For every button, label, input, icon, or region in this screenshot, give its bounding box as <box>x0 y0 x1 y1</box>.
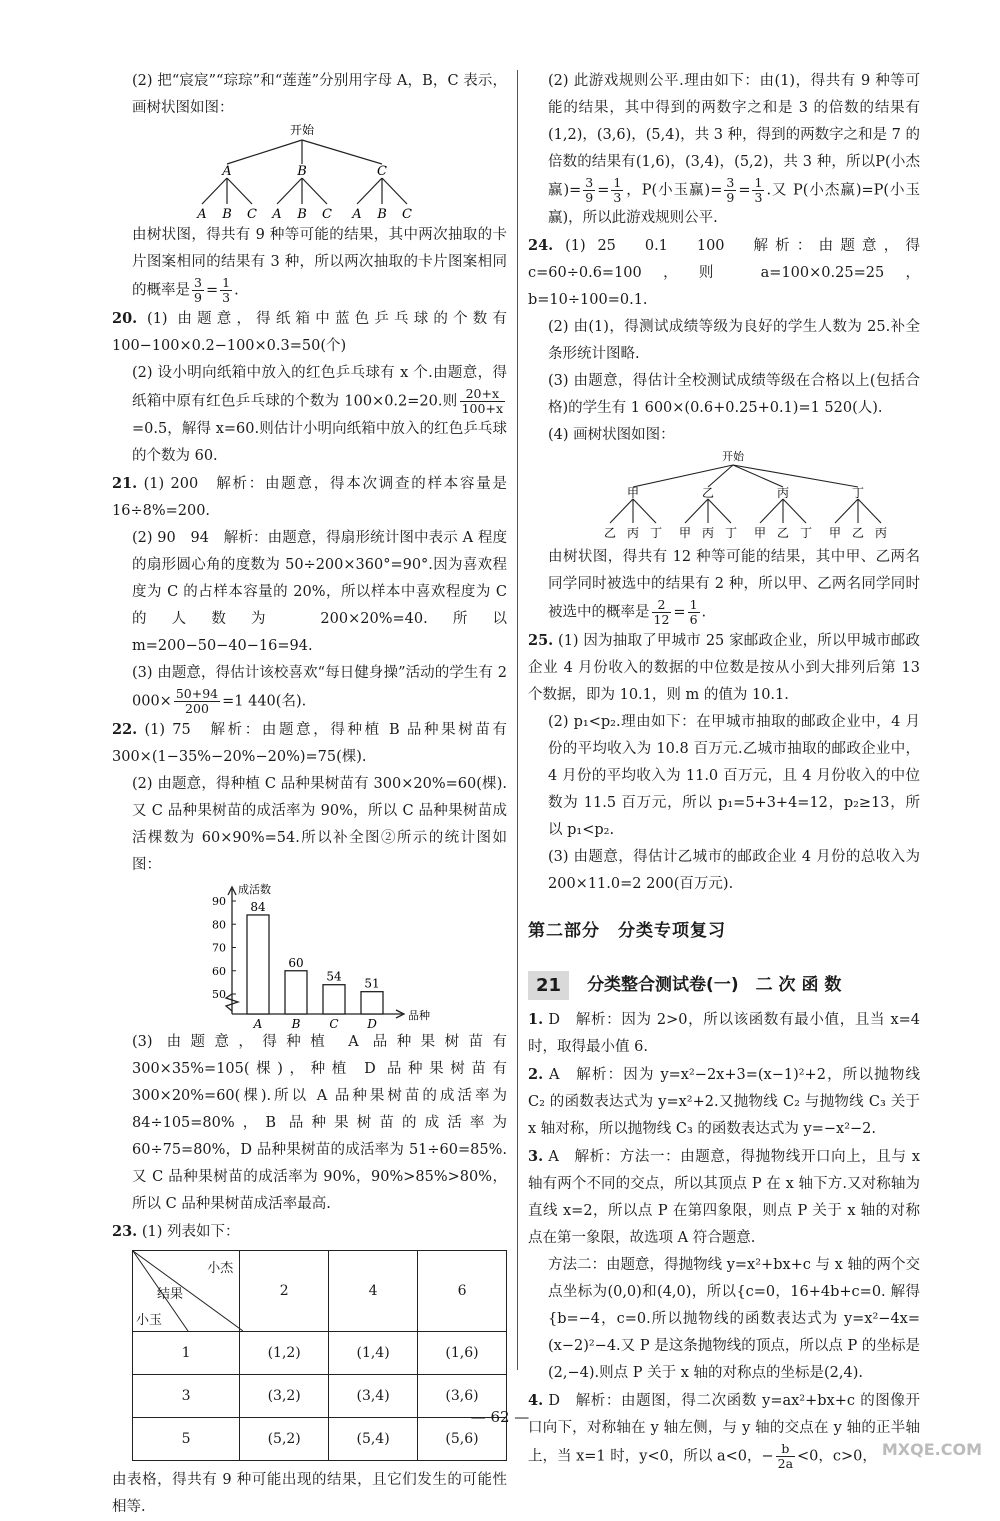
table-cell: (1,2) <box>240 1332 329 1375</box>
q20-text: (2) 设小明向纸箱中放入的红色乒乓球有 x 个.由题意，得纸箱中原有红色乒乓球的个数为 100×0.2=20.则 <box>132 365 507 410</box>
y-tick-label: 80 <box>212 918 226 932</box>
tree2-leaf: 丙 <box>874 526 888 540</box>
question-25 <box>528 627 920 898</box>
table-cell: (5,6) <box>418 1418 507 1461</box>
table-row-header: 1 <box>133 1332 240 1375</box>
q19-text: 由树状图，得共有 9 种等可能的结果，其中两次抽取的卡片图案相同的结果有 3 种，所以两次抽取的卡片图案相同的概率是 <box>132 227 507 299</box>
answer-text: A 解析：方法一：由题意，得抛物线开口向上，且与 x 轴有两个不同的交点，所以其顶点 P 在 x 轴下方.又对称轴为直线 x=2，所以点 P 在第四象限，则点 P 关于 x 轴的对称点在第一象限，故选项 A 符合题意. <box>528 1149 921 1246</box>
fraction <box>460 387 505 416</box>
tree1-leaf: C <box>322 207 332 222</box>
q19-part2: (2) 把“宸宸”“琮琮”和“莲莲”分别用字母 A，B，C 表示，画树状图如图： <box>132 73 507 116</box>
y-tick-label: 60 <box>212 964 226 978</box>
tree1-node: B <box>297 164 307 179</box>
q24-part1 <box>528 232 920 314</box>
question-number: 24. <box>528 237 554 254</box>
numerator: 1 <box>222 275 231 290</box>
left-column <box>112 68 507 1521</box>
corner-top-label: 小杰 <box>207 1261 234 1276</box>
tree-diagram-1 <box>142 122 537 222</box>
y-axis-label: 成活数 <box>238 883 271 896</box>
q25-text: (1) 因为抽取了甲城市 25 家邮政企业，所以甲城市邮政企业 4 月份收入的数据的中位数是按从小到大排列后第 13 个数据，即为 10.1，则 m 的值为 10.1. <box>528 633 920 703</box>
answer-3 <box>528 1143 920 1252</box>
denominator: 9 <box>194 290 202 305</box>
corner-bottom-label: 小玉 <box>136 1313 163 1328</box>
table-row-header: 3 <box>133 1375 240 1418</box>
question-number: 2. <box>528 1066 544 1083</box>
tree2-leaf: 丙 <box>626 526 640 540</box>
table-corner <box>133 1251 240 1332</box>
question-number: 25. <box>528 632 554 649</box>
denominator: 3 <box>613 190 622 205</box>
question-21 <box>112 470 507 716</box>
bar-value-label: 51 <box>364 976 380 991</box>
tree1-leaf: C <box>247 207 257 222</box>
q20-text: (1) 由题意，得纸箱中蓝色乒乓球的个数有 100−100×0.2−100×0.3=50(个) <box>112 311 507 354</box>
y-tick-label: 50 <box>212 988 226 1001</box>
q23-tail: 由表格，得共有 9 种可能出现的结果，且它们发生的可能性相等. <box>112 1472 507 1515</box>
table-row <box>133 1332 507 1375</box>
q21-text: =1 440(名). <box>222 693 307 710</box>
numerator: 20+x <box>460 387 505 402</box>
tree2-leaf: 丁 <box>799 526 813 540</box>
results-table <box>132 1250 507 1461</box>
q19-part3 <box>112 222 507 305</box>
question-number: 4. <box>528 1392 544 1409</box>
table-cell: (1,4) <box>329 1332 418 1375</box>
question-number: 22. <box>112 721 138 738</box>
q20-part1 <box>112 305 507 360</box>
question-number: 20. <box>112 310 138 327</box>
q20-part2 <box>112 360 507 470</box>
denominator: 3 <box>222 290 231 305</box>
prob-text: .又 P(小杰赢)=P(小玉赢)，所以此游戏规则公平. <box>548 182 920 226</box>
bar <box>323 985 345 1014</box>
fraction <box>724 176 736 205</box>
tree2-leaf: 乙 <box>603 526 617 540</box>
unit-title: 分类整合测试卷(一) 二 次 函 数 <box>587 975 842 995</box>
answer-text: <0，c>0， <box>797 1448 877 1465</box>
numerator: 3 <box>726 175 735 190</box>
answer-4 <box>528 1387 920 1471</box>
bar-value-label: 60 <box>288 955 304 970</box>
tree2-leaf: 丙 <box>701 526 715 540</box>
tree2-leaf: 乙 <box>776 526 790 540</box>
question-number: 3. <box>528 1148 544 1165</box>
tree1-leaf: A <box>272 207 282 222</box>
q23-text: (1) 列表如下： <box>141 1224 240 1240</box>
q22-part1 <box>112 716 507 771</box>
table-row-header: 5 <box>133 1418 240 1461</box>
question-23 <box>112 1218 507 1521</box>
numerator: 1 <box>754 175 763 190</box>
answer-text: D 解析：因为 2>0，所以该函数有最小值，且当 x=4 时，取得最小值 6. <box>528 1012 920 1055</box>
denominator: 9 <box>585 190 594 205</box>
tree1-leaf: C <box>402 207 412 222</box>
tree1-leaf: B <box>377 207 387 222</box>
page-number: — 62 — <box>470 1408 530 1426</box>
tree2-leaf: 甲 <box>753 526 767 540</box>
fraction <box>752 176 764 205</box>
question-number: 23. <box>112 1223 138 1240</box>
bar-value-label: 54 <box>326 969 342 984</box>
tree2-node: 丙 <box>776 486 790 500</box>
x-tick-label: C <box>329 1017 339 1029</box>
tree1-node: C <box>377 164 387 179</box>
period: . <box>701 604 707 621</box>
fraction <box>611 176 623 205</box>
q24-part2: (2) 由(1)，得测试成绩等级为良好的学生人数为 25.补全条形统计图略. <box>548 319 920 362</box>
question-22 <box>112 716 507 1218</box>
denominator: 12 <box>653 612 670 627</box>
q24-part3: (3) 由题意，得估计全校测试成绩等级在合格以上(包括合格)的学生有 1 600×(0.6+0.25+0.1)=1 520(人). <box>548 373 920 416</box>
tree1-root: 开始 <box>289 123 315 137</box>
fraction <box>652 598 672 627</box>
denominator: 9 <box>726 190 735 205</box>
y-tick-label: 70 <box>212 941 226 955</box>
tree2-leaf: 丁 <box>724 526 738 540</box>
x-tick-label: B <box>291 1017 301 1029</box>
tree1-leaf: A <box>352 207 362 222</box>
q22-text: (1) 75 解析：由题意，得种植 B 品种果树苗有 300×(1−35%−20%−20%)=75(棵). <box>112 722 508 765</box>
tree-diagram-2 <box>528 449 920 544</box>
question-number: 1. <box>528 1011 544 1028</box>
tree1-leaf: B <box>297 207 307 222</box>
table-header-row <box>133 1251 507 1332</box>
fraction <box>776 1442 795 1471</box>
tree2-root: 开始 <box>722 450 744 463</box>
q24-text: 由树状图，得共有 12 种等可能的结果，其中甲、乙两名同学同时被选中的结果有 2 种，所以甲、乙两名同学同时被选中的概率是 <box>548 549 920 621</box>
tree2-node: 丁 <box>851 486 865 500</box>
numerator: 3 <box>585 175 594 190</box>
table-cell: (5,4) <box>329 1418 418 1461</box>
watermark: MXQE.COM <box>881 1440 982 1459</box>
tree1-node: A <box>222 164 232 179</box>
tree1-leaf: A <box>197 207 207 222</box>
tree2-leaf: 丁 <box>649 526 663 540</box>
equals: = <box>205 282 219 299</box>
question-20 <box>112 305 507 470</box>
table-cell: (1,6) <box>418 1332 507 1375</box>
x-tick-label: A <box>253 1017 263 1029</box>
fraction <box>583 176 595 205</box>
q23-part1 <box>112 1218 507 1246</box>
period: . <box>234 282 239 299</box>
question-24 <box>528 232 920 627</box>
right-column <box>528 68 920 1471</box>
unit-heading <box>528 971 920 1000</box>
numerator: 2 <box>652 598 672 613</box>
unit-number: 21 <box>528 971 569 1000</box>
q24-part4: (4) 画树状图如图： <box>548 427 675 443</box>
bar <box>247 915 269 1014</box>
table-col-header: 6 <box>418 1251 507 1332</box>
q21-part1 <box>112 470 507 525</box>
q21-part2: (2) 90 94 解析：由题意，得扇形统计图中表示 A 程度的扇形圆心角的度数为 50÷200×360°=90°.因为喜欢程度为 C 的占样本容量的 20%，所以样本中喜欢程度为 C 的人数为 200×20%=40.所以 m=200−50−40−16=94. <box>132 530 507 654</box>
q21-text: (3) 由题意，得估计该校喜欢“每日健身操”活动的学生有 2 000× <box>132 665 507 710</box>
table-cell: (5,2) <box>240 1418 329 1461</box>
numerator: 50+94 <box>175 686 219 701</box>
denominator: 3 <box>754 190 763 205</box>
table-col-header: 2 <box>240 1251 329 1332</box>
numerator: b <box>776 1442 795 1457</box>
q22-part2: (2) 由题意，得种植 C 品种果树苗有 300×20%=60(棵).又 C 品种果树苗的成活率为 90%，所以 C 品种果树苗成活棵数为 60×90%=54.所以补全图②所示的统计图如图： <box>132 776 507 873</box>
fraction <box>174 687 220 716</box>
denominator: 200 <box>185 701 209 716</box>
prob-text: P(小杰赢)= <box>548 154 920 199</box>
q23-part2: (2) 此游戏规则公平.理由如下：由(1)，得共有 9 种等可能的结果，其中得到的两数字之和是 3 的倍数的结果有(1,2)，(3,6)，(5,4)，共 3 种，得到的两数字之和是 7 的倍数的结果有(1,6)，(3,4)，(5,2)，共 3 种，所以P(小杰赢)= $\frac{3}{9}$ = $\frac{1}{3}$ ，P(小玉赢)= $\frac{3}{9}$ = $\frac{1}{3}$ .又 P(小杰赢)=P(小玉赢)，所以此游戏规则公平. <box>548 73 921 226</box>
q25-part3: (3) 由题意，得估计乙城市的邮政企业 4 月份的总收入为 200×11.0=2 200(百万元). <box>548 849 920 892</box>
q25-part2: (2) p₁<p₂.理由如下：在甲城市抽取的邮政企业中，4 月份的平均收入为 10.8 百万元.乙城市抽取的邮政企业中，4 月份的平均收入为 11.0 百万元，且 4 月份收入的中位数为 11.5 百万元，所以 p₁=5+3+4=12，p₂≥13，所以 p₁<p₂. <box>548 714 920 838</box>
q21-text: (1) 200 解析：由题意，得本次调查的样本容量是 16÷8%=200. <box>112 476 508 519</box>
table-col-header: 4 <box>329 1251 418 1332</box>
q24-tail: 由树状图，得共有 12 种等可能的结果，其中甲、乙两名同学同时被选中的结果有 2 种，所以甲、乙两名同学同时被选中的概率是 $\frac{2}{12}$ = $\frac{1}{6}$ . <box>548 549 920 627</box>
q25-part1 <box>528 627 920 709</box>
question-number: 21. <box>112 475 138 492</box>
column-divider <box>517 70 518 1370</box>
denominator: 2a <box>777 1456 794 1471</box>
bar <box>285 971 307 1014</box>
prob-text: ，P(小玉赢)= <box>625 182 723 199</box>
q23-text: (2) 此游戏规则公平.理由如下：由(1)，得共有 9 种等可能的结果，其中得到的两数字之和是 3 的倍数的结果有(1,2)，(3,6)，(5,4)，共 3 种，得到的两数字之和是 7 的倍数的结果有(1,6)，(3,4)，(5,2)，共 3 种，所以 <box>548 73 921 170</box>
q24-text: (1) 25 0.1 100 解析：由题意，得 c=60÷0.6=100，则 a=100×0.25=25，b=10÷100=0.1. <box>528 238 921 308</box>
numerator: 3 <box>194 275 202 290</box>
fraction <box>688 598 700 627</box>
answer-2 <box>528 1061 920 1143</box>
table-cell: (3,4) <box>329 1375 418 1418</box>
tree2-node: 乙 <box>701 486 715 500</box>
answer-1 <box>528 1006 920 1061</box>
answer-text: A 解析：因为 y=x²−2x+3=(x−1)²+2，所以抛物线 C₂ 的函数表达式为 y=x²+2.又抛物线 C₂ 与抛物线 C₃ 关于 x 轴对称，所以抛物线 C₃ 的函数表达式为 y=−x²−2. <box>528 1067 921 1137</box>
numerator: 1 <box>613 175 622 190</box>
bar <box>361 992 383 1014</box>
tree2-leaf: 甲 <box>678 526 692 540</box>
corner-mid-label: 结果 <box>157 1287 184 1302</box>
denominator: 6 <box>689 612 698 627</box>
answer-3-method2: 方法二：由题意，得抛物线 y=x²+bx+c 与 x 轴的两个交点坐标为(0,0)和(4,0)，所以{c=0，16+4b+c=0. 解得{b=−4，c=0.所以抛物线的函数表达式为 y=x²−4x=(x−2)²−4.又 P 是这条抛物线的顶点，所以点 P 的坐标是(2,−4).则点 P 关于 x 轴的对称点的坐标是(2,4). <box>548 1257 920 1381</box>
y-tick-label: 90 <box>212 895 226 908</box>
table-cell: (3,2) <box>240 1375 329 1418</box>
table-cell: (3,6) <box>418 1375 507 1418</box>
numerator: 1 <box>689 597 698 612</box>
tree1-leaf: B <box>222 207 232 222</box>
section-heading: 第二部分 分类专项复习 <box>528 921 726 941</box>
tree2-leaf: 乙 <box>851 526 865 540</box>
x-tick-label: D <box>367 1017 377 1029</box>
q20-text: =0.5，解得 x=60.则估计小明向纸箱中放入的红色乒乓球的个数为 60. <box>132 421 507 464</box>
bar-value-label: 84 <box>250 899 266 914</box>
bar-chart <box>112 879 507 1029</box>
answer-text: D 解析：由题图，得二次函数 y=ax²+bx+c 的图像开口向下，对称轴在 y 轴左侧，与 y 轴的交点在 y 轴的正半轴上，当 x=1 时，y<0，所以 a<0，− <box>528 1393 921 1465</box>
fraction <box>192 276 204 305</box>
q21-part3 <box>112 660 507 716</box>
tree2-node: 甲 <box>626 486 640 500</box>
x-axis-label: 品种 <box>408 1009 430 1022</box>
tree2-leaf: 甲 <box>828 526 842 540</box>
denominator: 100+x <box>461 401 503 416</box>
q22-part3: (3) 由题意，得种植 A 品种果树苗有 300×35%=105(棵)，种植 D 品种果树苗有 300×20%=60(棵).所以 A 品种果树苗的成活率为 84÷105=80%，B 品种果树苗的成活率为 60÷75=80%，D 品种果树苗的成活率为 51÷60=85%.又 C 品种果树苗的成活率为 90%，90%>85%>80%，所以 C 品种果树苗成活率最高. <box>132 1034 507 1212</box>
fraction <box>220 276 232 305</box>
